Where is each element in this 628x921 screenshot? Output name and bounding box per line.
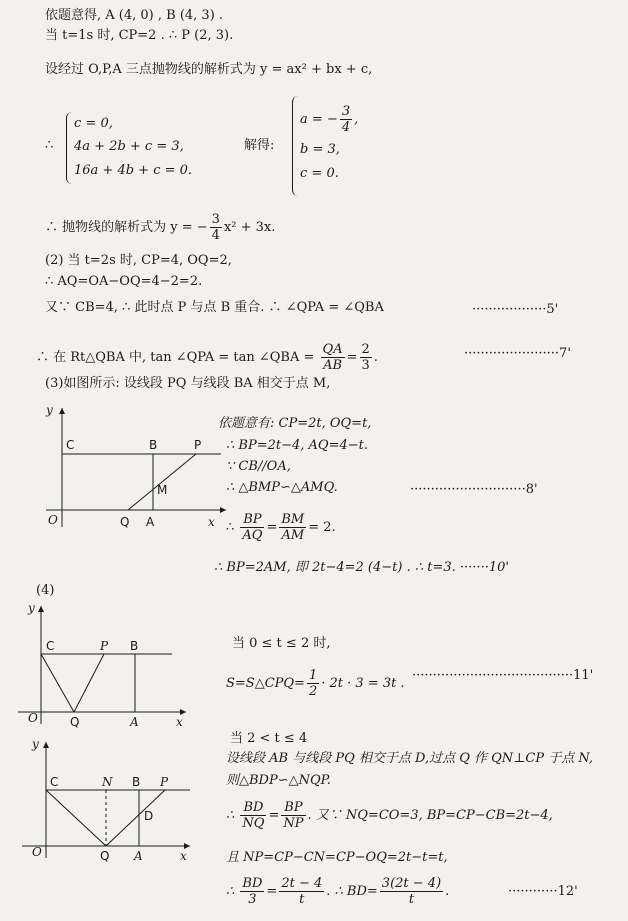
figure-part4-case2 [18,738,198,862]
fig1-C-label: C [66,438,75,452]
part3-r2: ∴ BP=2t−4, AQ=4−t. [226,438,368,453]
part4-r8: ∴ $\frac{BD}{3}$ = $\frac{2t - 4}{t}$ . ∴ BD= $\frac{3(2t - 4)}{t}$ . [226,876,450,907]
system-eq-2: 4a + 2b + c = 3, [74,139,184,154]
score-11: ·······································11' [412,668,594,683]
fig1-B-label: B [149,438,158,452]
part3-r4: ∴ △BMP∽△AMQ. [226,480,338,495]
part3-r3: ∵ CB//OA, [226,459,291,474]
figure-part4-case1 [14,600,194,728]
system-eq-3: 16a + 4b + c = 0. [74,163,193,178]
part4-r4: 设线段 AB 与线段 PQ 相交于点 D,过点 Q 作 QN⊥CP 于点 N, [226,751,594,766]
part4-r7: 且 NP=CP−CN=CP−OQ=2t−t=t, [226,850,448,865]
fig2-A-label: A [130,715,139,729]
fig3-N-label: N [102,775,113,789]
solution-a: a = − $\frac{3}{4}$ , [300,104,359,135]
fig1-O-label: O [48,513,58,527]
line-given-points: 依题意得, A (4, 0) , B (4, 3) . [45,8,224,23]
fig3-A-label: A [134,849,143,863]
therefore-symbol: ∴ [45,138,54,153]
fig1-y-label: y [46,403,53,417]
fig1-Q-label: Q [120,515,130,529]
part4-r5: 则△BDP∽△NQP. [226,773,331,788]
part4-r6: ∴ $\frac{BD}{NQ}$ = $\frac{BP}{NP}$ . 又∵ NQ=CO=3, BP=CP−CB=2t−4, [226,800,553,831]
part2-line4: ∴ 在 Rt△QBA 中, tan ∠QPA = tan ∠QBA = $\frac{QA}{AB}$ = $\frac{2}{3}$ . [36,342,378,373]
fig2-C-label: C [46,639,55,653]
score-5: ··················5' [472,302,559,317]
fig3-P-label: P [160,775,169,789]
fig2-x-label: x [176,715,183,729]
line-parabola-setup: 设经过 O,P,A 三点抛物线的解析式为 y = ax² + bx + c, [45,62,373,77]
part2-line2: ∴ AQ=OA−OQ=4−2=2. [45,274,203,289]
fig2-O-label: O [28,711,38,725]
fig1-P-label: P [194,438,202,452]
part4-r1: 当 0 ≤ t ≤ 2 时, [232,636,331,651]
fig3-x-label: x [180,849,187,863]
part4-r3: 当 2 < t ≤ 4 [230,731,308,746]
solve-label: 解得: [244,138,275,153]
fig3-B-label: B [132,775,141,789]
part4-r2: S=S△CPQ= $\frac{1}{2}$ · 2t · 3 = 3t . [226,668,405,699]
fig1-A-label: A [146,515,155,529]
fig1-M-label: M [157,483,168,497]
solution-c: c = 0. [300,166,339,181]
solution-b: b = 3, [300,142,340,157]
system-eq-1: c = 0, [74,116,113,131]
part3-intro: (3)如图所示: 设线段 PQ 与线段 BA 相交于点 M, [45,376,331,391]
fig1-x-label: x [208,515,215,529]
part3-r1: 依题意有: CP=2t, OQ=t, [218,416,372,431]
figure-part3 [36,402,236,532]
right-brace [292,96,299,196]
fig3-D-label: D [144,809,154,823]
score-8: ····························8' [410,482,538,497]
fig3-O-label: O [32,845,42,859]
left-brace [66,112,73,184]
fig3-y-label: y [32,737,39,751]
score-12: ············12' [508,884,578,899]
part4-label: (4) [36,583,55,598]
fig2-Q-label: Q [70,715,80,729]
fig2-B-label: B [130,639,139,653]
fig2-y-label: y [28,601,35,615]
part3-r5: ∴ $\frac{BP}{AQ}$ = $\frac{BM}{AM}$ = 2. [226,512,336,543]
fig2-P-label: P [100,639,109,653]
part3-r6: ∴ BP=2AM, 即 2t−4=2 (4−t) . ∴ t=3. ·······10' [214,560,509,575]
line-t1: 当 t=1s 时, CP=2 . ∴ P (2, 3). [45,28,234,43]
score-7: ·······················7' [464,346,571,361]
part2-line3: 又∵ CB=4, ∴ 此时点 P 与点 B 重合. ∴ ∠QPA = ∠QBA [45,300,384,315]
fig3-C-label: C [50,775,59,789]
parabola-result: ∴ 抛物线的解析式为 y = − $\frac{3}{4}$ x² + 3x. [45,212,276,243]
fig3-Q-label: Q [100,849,110,863]
part2-line1: (2) 当 t=2s 时, CP=4, OQ=2, [45,253,232,268]
